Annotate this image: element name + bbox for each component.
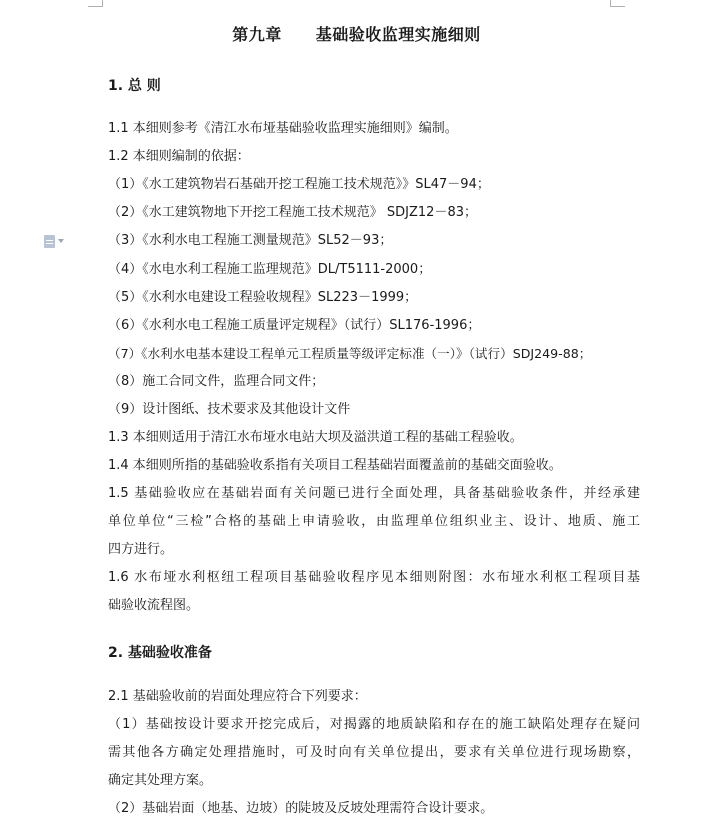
paragraph-line: （1）基础按设计要求开挖完成后，对揭露的地质缺陷和存在的施工缺陷处理存在疑问 bbox=[108, 717, 640, 732]
page-corner-mark-left bbox=[88, 0, 103, 7]
paragraph-line: （9）设计图纸、技术要求及其他设计文件 bbox=[108, 402, 351, 417]
paragraph-line: 1.2 本细则编制的依据： bbox=[108, 149, 250, 164]
chapter-number: 第九章 bbox=[232, 25, 282, 44]
paragraph-line: （7）《水利水电基本建设工程单元工程质量等级评定标准（一）》（试行）SDJ249-88； bbox=[108, 346, 592, 361]
section-heading-general: 1. 总 则 bbox=[108, 78, 161, 94]
chapter-title-text: 基础验收监理实施细则 bbox=[315, 25, 481, 44]
paragraph-line: 确定其处理方案。 bbox=[108, 773, 213, 788]
page-corner-mark-right bbox=[610, 0, 625, 7]
chevron-down-icon bbox=[58, 239, 64, 243]
paragraph-line: （6）《水利水电工程施工质量评定规程》（试行）SL176-1996； bbox=[108, 318, 481, 333]
paragraph-line: （5）《水利水电建设工程验收规程》SL223－1999； bbox=[108, 290, 418, 305]
paragraph-line: （3）《水利水电工程施工测量规范》SL52－93； bbox=[108, 233, 393, 248]
paragraph-line: 单位单位“三检”合格的基础上申请验收，由监理单位组织业主、设计、地质、施工 bbox=[108, 514, 640, 529]
paragraph-line: 需其他各方确定处理措施时，可及时向有关单位提出，要求有关单位进行现场勘察， bbox=[108, 745, 640, 760]
paragraph-line: 1.5 基础验收应在基础岩面有关问题已进行全面处理，具备基础验收条件，并经承建 bbox=[108, 486, 640, 501]
section-heading-preparation: 2. 基础验收准备 bbox=[108, 645, 212, 661]
paragraph-line: （2）《水工建筑物地下开挖工程施工技术规范》 SDJZ12－83； bbox=[108, 205, 477, 220]
paragraph-line: 1.4 本细则所指的基础验收系指有关项目工程基础岩面覆盖前的基础交面验收。 bbox=[108, 458, 562, 473]
document-icon bbox=[44, 235, 55, 248]
paragraph-line: （8）施工合同文件，监理合同文件； bbox=[108, 374, 325, 389]
paragraph-line: 础验收流程图。 bbox=[108, 598, 200, 613]
document-options-icon[interactable] bbox=[44, 233, 70, 249]
paragraph-line: 1.6 水布垭水利枢纽工程项目基础验收程序见本细则附图：水布垭水利枢工程项目基 bbox=[108, 570, 640, 585]
chapter-title bbox=[0, 22, 713, 45]
paragraph-line: 1.3 本细则适用于清江水布垭水电站大坝及溢洪道工程的基础工程验收。 bbox=[108, 430, 523, 445]
paragraph-line: 四方进行。 bbox=[108, 542, 174, 557]
paragraph-line: 2.1 基础验收前的岩面处理应符合下列要求： bbox=[108, 689, 367, 704]
paragraph-line: （4）《水电水利工程施工监理规范》DL/T5111-2000； bbox=[108, 262, 432, 277]
paragraph-line: （1）《水工建筑物岩石基础开挖工程施工技术规范》》SL47－94； bbox=[108, 177, 490, 192]
paragraph-line: （2）基础岩面（地基、边坡）的陡坡及反坡处理需符合设计要求。 bbox=[108, 801, 494, 816]
paragraph-line: 1.1 本细则参考《清江水布垭基础验收监理实施细则》编制。 bbox=[108, 121, 458, 136]
